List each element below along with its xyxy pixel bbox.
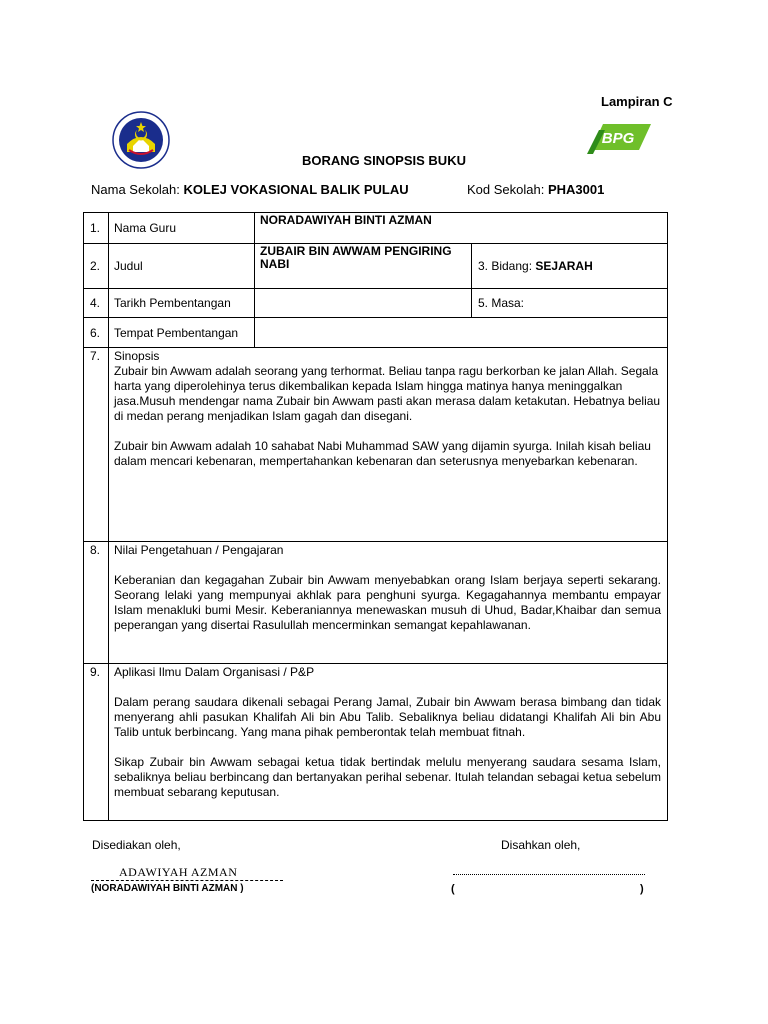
presentation-date-field[interactable] — [255, 289, 472, 318]
book-title-value[interactable]: ZUBAIR BIN AWWAM PENGIRING NABI — [255, 244, 472, 289]
school-code-value: PHA3001 — [547, 182, 605, 197]
row-number: 4. — [84, 289, 109, 318]
school-name-line — [91, 182, 409, 197]
school-code-label: Kod Sekolah: — [467, 182, 545, 197]
row-number: 1. — [84, 213, 109, 244]
masa-cell[interactable] — [472, 289, 668, 318]
lampiran-label: Lampiran C — [601, 94, 673, 109]
synopsis-form-table — [83, 212, 668, 821]
approver-name-open: ( — [451, 883, 455, 895]
field-label: Tempat Pembentangan — [109, 318, 255, 348]
row-number: 8. — [84, 542, 109, 664]
row-number: 9. — [84, 664, 109, 821]
approver-name-close: ) — [640, 883, 644, 895]
presentation-place-field[interactable] — [255, 318, 668, 348]
synopsis-paragraph: Zubair bin Awwam adalah seorang yang terhormat. Beliau tanpa ragu berkorban ke jalan Allah. Segala harta yang diperolehinya terus dikembalikan kepada Islam hingga matinya hanya meninggalkan jasa.Musuh mendengar nama Zubair bin Awwam pasti akan merasa dalam ketakutan. Hebatnya beliau di medan perang menjadikan Islam gagah dan disegani. — [114, 364, 661, 423]
school-name-label: Nama Sekolah: — [91, 182, 180, 197]
field-label: Tarikh Pembentangan — [109, 289, 255, 318]
row-number: 2. — [84, 244, 109, 289]
application-paragraph: Dalam perang saudara dikenali sebagai Perang Jamal, Zubair bin Awwam berasa bimbang dan tidak menyerang ahli pasukan Khalifah Ali bin Abu Talib. Sebaliknya beliau didatangi Khalifah Ali bin Abu Talib untuk berbincang. Yang mana pihak pemberontak telah membuat fitnah. — [114, 695, 661, 739]
application-cell[interactable] — [109, 664, 668, 821]
bidang-label: 3. Bidang: — [478, 259, 533, 273]
values-cell[interactable] — [109, 542, 668, 664]
section-label: Sinopsis — [114, 349, 160, 363]
masa-label: 5. Masa: — [478, 296, 525, 310]
synopsis-cell[interactable] — [109, 348, 668, 542]
row-tarikh — [84, 289, 668, 318]
values-paragraph: Keberanian dan kegagahan Zubair bin Awwam menyebabkan orang Islam berjaya seperti sekarang. Seorang lelaki yang mempunyai akhlak para penghuni syurga. Kegagahannya membantu empayar Islam menakluki bumi Mesir. Keberaniannya menewaskan musuh di Uhud, Badar,Khaibar dan semua peperangan yang disertai Rasulullah mencerminkan semangat kepahlawanan. — [114, 573, 661, 632]
field-label: Nama Guru — [109, 213, 255, 244]
school-code-line — [467, 182, 604, 197]
teacher-name-value[interactable]: NORADAWIYAH BINTI AZMAN — [255, 213, 668, 244]
section-label: Nilai Pengetahuan / Pengajaran — [114, 543, 284, 557]
row-number: 7. — [84, 348, 109, 542]
field-label: Judul — [109, 244, 255, 289]
prepared-by-name: (NORADAWIYAH BINTI AZMAN ) — [91, 883, 244, 894]
synopsis-paragraph: Zubair bin Awwam adalah 10 sahabat Nabi Muhammad SAW yang dijamin syurga. Inilah kisah beliau dalam mencari kebenaran, mempertahankan kebenaran dan seterusnya menyebarkan kebenaran. — [114, 439, 651, 468]
approved-by-label: Disahkan oleh, — [501, 838, 581, 852]
prepared-by-label: Disediakan oleh, — [92, 838, 181, 852]
bidang-value: SEJARAH — [535, 259, 593, 273]
section-label: Aplikasi Ilmu Dalam Organisasi / P&P — [114, 665, 315, 679]
row-number: 6. — [84, 318, 109, 348]
row-aplikasi — [84, 664, 668, 821]
row-sinopsis — [84, 348, 668, 542]
signature: ADAWIYAH AZMAN — [119, 865, 238, 879]
bidang-cell[interactable] — [472, 244, 668, 289]
row-nama-guru — [84, 213, 668, 244]
form-title: BORANG SINOPSIS BUKU — [302, 153, 466, 168]
school-name-value: KOLEJ VOKASIONAL BALIK PULAU — [183, 182, 409, 197]
row-nilai — [84, 542, 668, 664]
row-tempat — [84, 318, 668, 348]
row-judul — [84, 244, 668, 289]
approval-signature-line[interactable] — [453, 868, 645, 875]
application-paragraph: Sikap Zubair bin Awwam sebagai ketua tidak bertindak melulu menyerang saudara sesama Islam, sebaliknya beliau berbincang dan bertanyakan perihal sebenar. Itulah telandan sebagai ketua sebelum membuat sebarang keputusan. — [114, 755, 661, 799]
svg-text:BPG: BPG — [601, 130, 635, 147]
